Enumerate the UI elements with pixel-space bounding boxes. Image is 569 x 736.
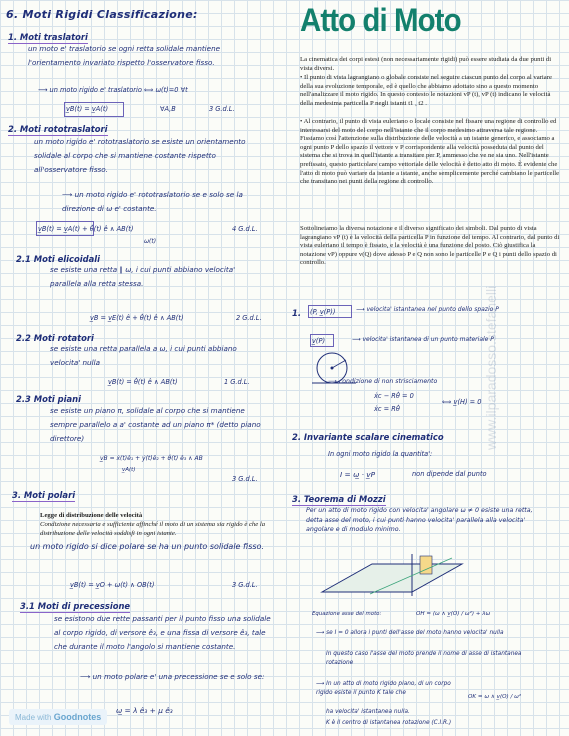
- bullet-1b: In questo caso l'asse del moto prende il nome di asse di istantanea rotazione: [326, 651, 522, 666]
- eq-box: [64, 102, 124, 117]
- text-rototraslatori: un moto rigido e' rototraslatorio se esiste un orientamento solidale al corpo che si mantiene costante rispetto all'osservatore fisso.: [34, 137, 246, 174]
- cond-eq2: ẋc = Rθ̇: [374, 405, 400, 413]
- cdl-rotatori: 1 G.d.L.: [224, 378, 250, 386]
- heading-moti-piani: 2.3 Moti piani: [16, 394, 81, 404]
- cdl-piani: 3 G.d.L.: [232, 475, 258, 483]
- desc-velocita: ⟶ velocita' istantanea di un punto materiale P: [352, 336, 494, 343]
- eq-invariante: I = ω̲ · v̲P: [340, 470, 376, 479]
- heading-moti-precessione: 3.1 Moti di precessione: [20, 601, 131, 611]
- heading-moti-elicoidali: 2.1 Moti elicoidali: [16, 254, 101, 264]
- axis-eq: OH = (ω ∧ v̲(O) / ω²) + λω: [416, 611, 491, 617]
- eq-polari: v̲B(t) = v̲O + ω(t) ∧ OB(t): [70, 581, 155, 589]
- cdl-polari: 3 G.d.L.: [232, 581, 258, 589]
- note-precessione: ⟶ un moto polare e' una precessione se e solo se:: [80, 672, 265, 681]
- wheel-sketch: [312, 350, 362, 394]
- right-title: Atto di Moto: [300, 2, 461, 38]
- eq-box: [36, 221, 94, 236]
- eq-under-rototraslatori: ω(t): [144, 238, 157, 245]
- sym-campo: (P, v̲(P)): [310, 308, 336, 316]
- goodnotes-badge: Made with Goodnotes: [9, 709, 107, 725]
- vertical-watermark: www.ilparadosso.stefanelli: [483, 285, 499, 450]
- eq-precessione: ω̲ = λ ê₃ + μ ê₃: [116, 706, 173, 715]
- cdl-traslatori: 3 G.d.L.: [209, 105, 235, 113]
- bullet-2: ⟶ In un atto di moto rigido piano, di un corpo rigido esiste il punto K tale che: [316, 681, 451, 696]
- text-traslatori: un moto e' traslatorio se ogni retta solidale mantiene l'orientamento invariato rispetto l'osservatore fisso.: [28, 44, 221, 67]
- heading-moti-polari: 3. Moti polari: [12, 490, 76, 500]
- text-mozzi: Per un atto di moto rigido con velocita' angolare ω ≠ 0 esiste una retta, detta asse del moto, i cui punti hanno velocita' parallela alla velocita' angolare e di modulo minimo.: [306, 507, 533, 533]
- eq-invariante-note: non dipende dal punto: [412, 470, 487, 478]
- axis-label: Equazione asse del moto:: [312, 611, 382, 617]
- paragraph-lagrangiano: • Il punto di vista lagrangiano o globale consiste nel seguire ciascun punto del corpo al variare della sua evoluzione temporale, ed è quello che abbiamo adottato sino a questo momento nell'analizzare il moto rigido. In questo contesto le notazioni vP (t), vP (t) indicano le velocità della medesima particella P negli istanti t1 , t2 .: [300, 74, 552, 107]
- cdl-rototraslatori: 4 G.d.L.: [232, 225, 258, 233]
- eq-traslatori: v̲B(t) = v̲A(t): [66, 105, 109, 113]
- sym-velocita: v̲(P): [312, 337, 326, 345]
- eq-under-piani: v̲A(t): [122, 467, 136, 473]
- bullet-2-eq: OK = ω ∧ v̲(O) / ω²: [468, 694, 522, 700]
- text-polari: un moto rigido si dice polare se ha un punto solidale fisso.: [30, 542, 264, 551]
- paragraph-euleriano: • Al contrario, il punto di vista euleriano o locale consiste nel fissare una regione di controllo ed interessarsi del moto del corpo nell'istante che il corpo medesimo attraversa tale regione. Fissiamo così l'attenzione sulla distribuzione delle velocità a un istante generico, e associamo a ogni punto P dello spazio il vettore v P corrispondente alla velocità posseduta dal punto del sistema che si trova in quell'istante a transitare per P, ammesso che ve ne sia uno. Nell'istante prefissato, questo particolare campo vettoriale delle velocità è detto atto di moto. È evidente che l'atto di moto può variare da istante a istante, anche semplicemente perché cambiano le particelle che transitano nei punti della regione di controllo.: [300, 118, 560, 186]
- eq-rototraslatori: v̲B(t) = v̲A(t) + θ̇(t) ê ∧ AB(t): [38, 225, 134, 233]
- paragraph-notazione: Sottolineiamo la diversa notazione e il diverso significato dei simboli. Dal punto di vista lagrangiano vP (t) è la velocità della particella P in funzione del tempo. Al contrario, dal punto di vista euleriano il tempo è fissato, e la velocità è una funzione del posto. Ciò giustifica la notazione vP) oppure v(Q) dove adesso P e Q non sono le particelle P e Q i punti dello spazio di controllo.: [300, 225, 560, 267]
- text-precessione: se esistono due rette passanti per il punto fisso una solidale al corpo rigido, di versore ê₃, e una fissa di versore ê₃, tale che durante il moto l'angolo si mantiene costante.: [54, 614, 271, 651]
- cond-res: ⟺ v̲(H) = 0: [442, 398, 482, 406]
- bullet-2c: K è il centro di istantanea rotazione (C.I.R.): [326, 720, 452, 726]
- cond-eq1: ẋc − Rθ̇ = 0: [374, 392, 414, 400]
- left-title: 6. Moti Rigidi Classificazione:: [6, 8, 198, 21]
- eq-piani: v̲B = ẋ(t)ê₁ + ẏ(t)ê₂ + θ̇(t) ê₃ ∧ AB: [100, 455, 203, 462]
- desc-campo: ⟶ velocita' istantanea nel punto dello spazio P: [356, 306, 499, 313]
- eq-elicoidali: v̲B = v̲E(t) ê + θ̇(t) ê ∧ AB(t): [90, 314, 184, 322]
- heading-moti-rotatori: 2.2 Moti rotatori: [16, 333, 94, 343]
- cdl-elicoidali: 2 G.d.L.: [236, 314, 262, 322]
- print-text: Condizione necessaria e sufficiente affinché il moto di un sistema sia rigido è che la distribuzione delle velocità soddisfi in ogni istante.: [40, 521, 266, 537]
- heading-moti-traslatori: 1. Moti traslatori: [8, 32, 88, 42]
- cond-title: ⟶ condizione di non strisciamento: [328, 378, 438, 385]
- box-campo: [308, 305, 352, 318]
- text-elicoidali: se esiste una retta ∥ ω, i cui punti abbiano velocita' parallela alla retta stessa.: [50, 265, 236, 288]
- bullet-2b: ha velocita' istantanea nulla.: [326, 709, 410, 715]
- box-velocita: [310, 334, 334, 347]
- num-1: 1.: [292, 308, 302, 318]
- heading-moti-rototraslatori: 2. Moti rototraslatori: [8, 124, 108, 134]
- note-traslatori: ⟶ un moto rigido e' traslatorio ⟺ ω(t)=0 ∀t: [38, 86, 188, 94]
- paragraph-intro: La cinematica dei corpi estesi (non necessariamente rigidi) può essere studiata da due punti di vista diversi.: [300, 56, 552, 72]
- text-rotatori: se esiste una retta parallela a ω, i cui punti abbiano velocita' nulla: [50, 344, 237, 367]
- eq-rotatori: v̲B(t) = θ̇(t) ê ∧ AB(t): [108, 378, 178, 386]
- text-piani: se esiste un piano π, solidale al corpo che si mantiene sempre parallelo a a' costante ad un piano π* (detto piano direttore): [50, 406, 261, 443]
- bullet-1: ⟶ se I = 0 allora i punti dell'asse del moto hanno velocita' nulla: [316, 630, 504, 636]
- tag-traslatori: ∀A,B: [160, 105, 176, 113]
- text-invariante: In ogni moto rigido la quantita':: [328, 450, 433, 458]
- note-rototraslatori: ⟶ un moto rigido e' rototraslatorio se e solo se la direzione di ω e' costante.: [62, 190, 243, 213]
- mozzi-plane-sketch: [312, 552, 472, 602]
- heading-invariante: 2. Invariante scalare cinematico: [292, 432, 444, 442]
- print-title: Legge di distribuzione delle velocità: [40, 512, 143, 519]
- heading-mozzi: 3. Teorema di Mozzi: [292, 494, 386, 504]
